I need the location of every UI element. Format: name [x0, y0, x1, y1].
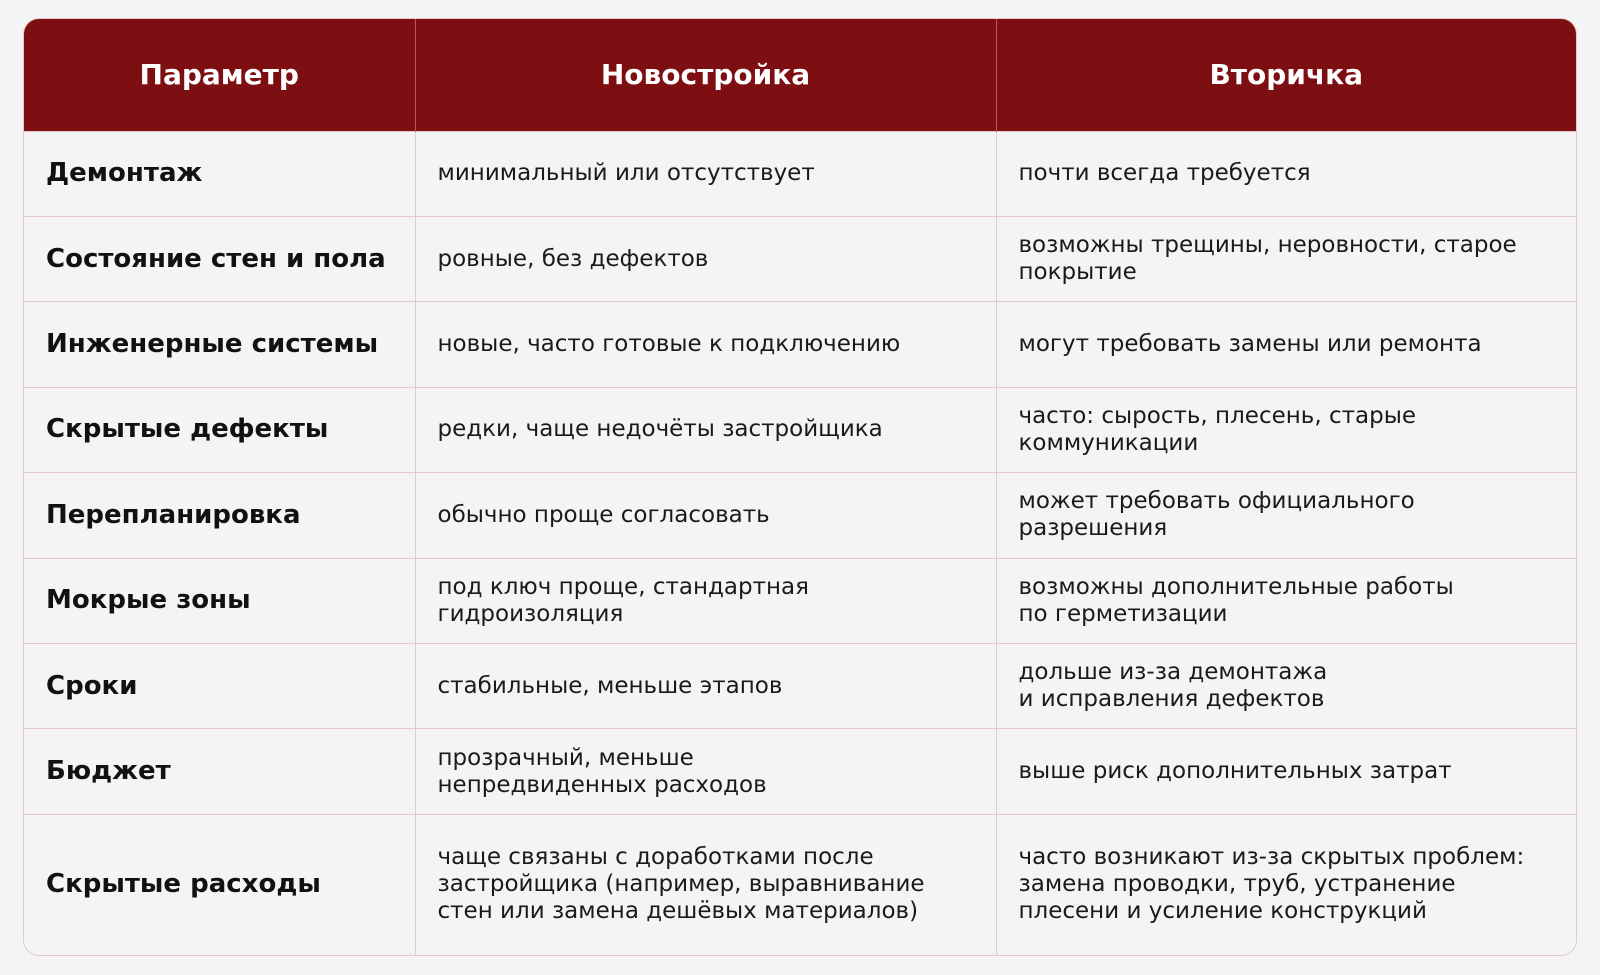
table-row [24, 131, 1576, 216]
table-row [24, 643, 1576, 728]
new-building-cell: стабильные, меньше этапов [415, 643, 996, 728]
new-building-cell: редки, чаще недочёты застройщика [415, 387, 996, 472]
header-parameter: Параметр [24, 19, 415, 131]
header-secondary: Вторичка [996, 19, 1576, 131]
param-cell: Демонтаж [24, 131, 415, 216]
secondary-cell: может требовать официального разрешения [996, 473, 1576, 558]
param-cell: Скрытые расходы [24, 814, 415, 955]
table-row [24, 387, 1576, 472]
param-cell: Бюджет [24, 729, 415, 814]
secondary-cell: возможны дополнительные работы по герметизации [996, 558, 1576, 643]
table-row [24, 216, 1576, 301]
secondary-cell: выше риск дополнительных затрат [996, 729, 1576, 814]
comparison-grid [24, 19, 1576, 955]
new-building-cell: ровные, без дефектов [415, 216, 996, 301]
new-building-cell: новые, часто готовые к подключению [415, 302, 996, 387]
new-building-cell: чаще связаны с доработками после застройщика (например, выравнивание стен или замена дешёвых материалов) [415, 814, 996, 955]
table-row [24, 729, 1576, 814]
secondary-cell: возможны трещины, неровности, старое покрытие [996, 216, 1576, 301]
table-row [24, 473, 1576, 558]
comparison-table [23, 18, 1577, 956]
param-cell: Перепланировка [24, 473, 415, 558]
param-cell: Инженерные системы [24, 302, 415, 387]
header-row [24, 19, 1576, 131]
table-row [24, 558, 1576, 643]
new-building-cell: минимальный или отсутствует [415, 131, 996, 216]
param-cell: Состояние стен и пола [24, 216, 415, 301]
param-cell: Скрытые дефекты [24, 387, 415, 472]
param-cell: Мокрые зоны [24, 558, 415, 643]
param-cell: Сроки [24, 643, 415, 728]
header-new-building: Новостройка [415, 19, 996, 131]
new-building-cell: обычно проще согласовать [415, 473, 996, 558]
table-row [24, 302, 1576, 387]
table-row [24, 814, 1576, 955]
secondary-cell: часто: сырость, плесень, старые коммуникации [996, 387, 1576, 472]
new-building-cell: под ключ проще, стандартная гидроизоляция [415, 558, 996, 643]
secondary-cell: могут требовать замены или ремонта [996, 302, 1576, 387]
new-building-cell: прозрачный, меньше непредвиденных расходов [415, 729, 996, 814]
secondary-cell: часто возникают из-за скрытых проблем: замена проводки, труб, устранение плесени и усиление конструкций [996, 814, 1576, 955]
secondary-cell: почти всегда требуется [996, 131, 1576, 216]
secondary-cell: дольше из-за демонтажа и исправления дефектов [996, 643, 1576, 728]
